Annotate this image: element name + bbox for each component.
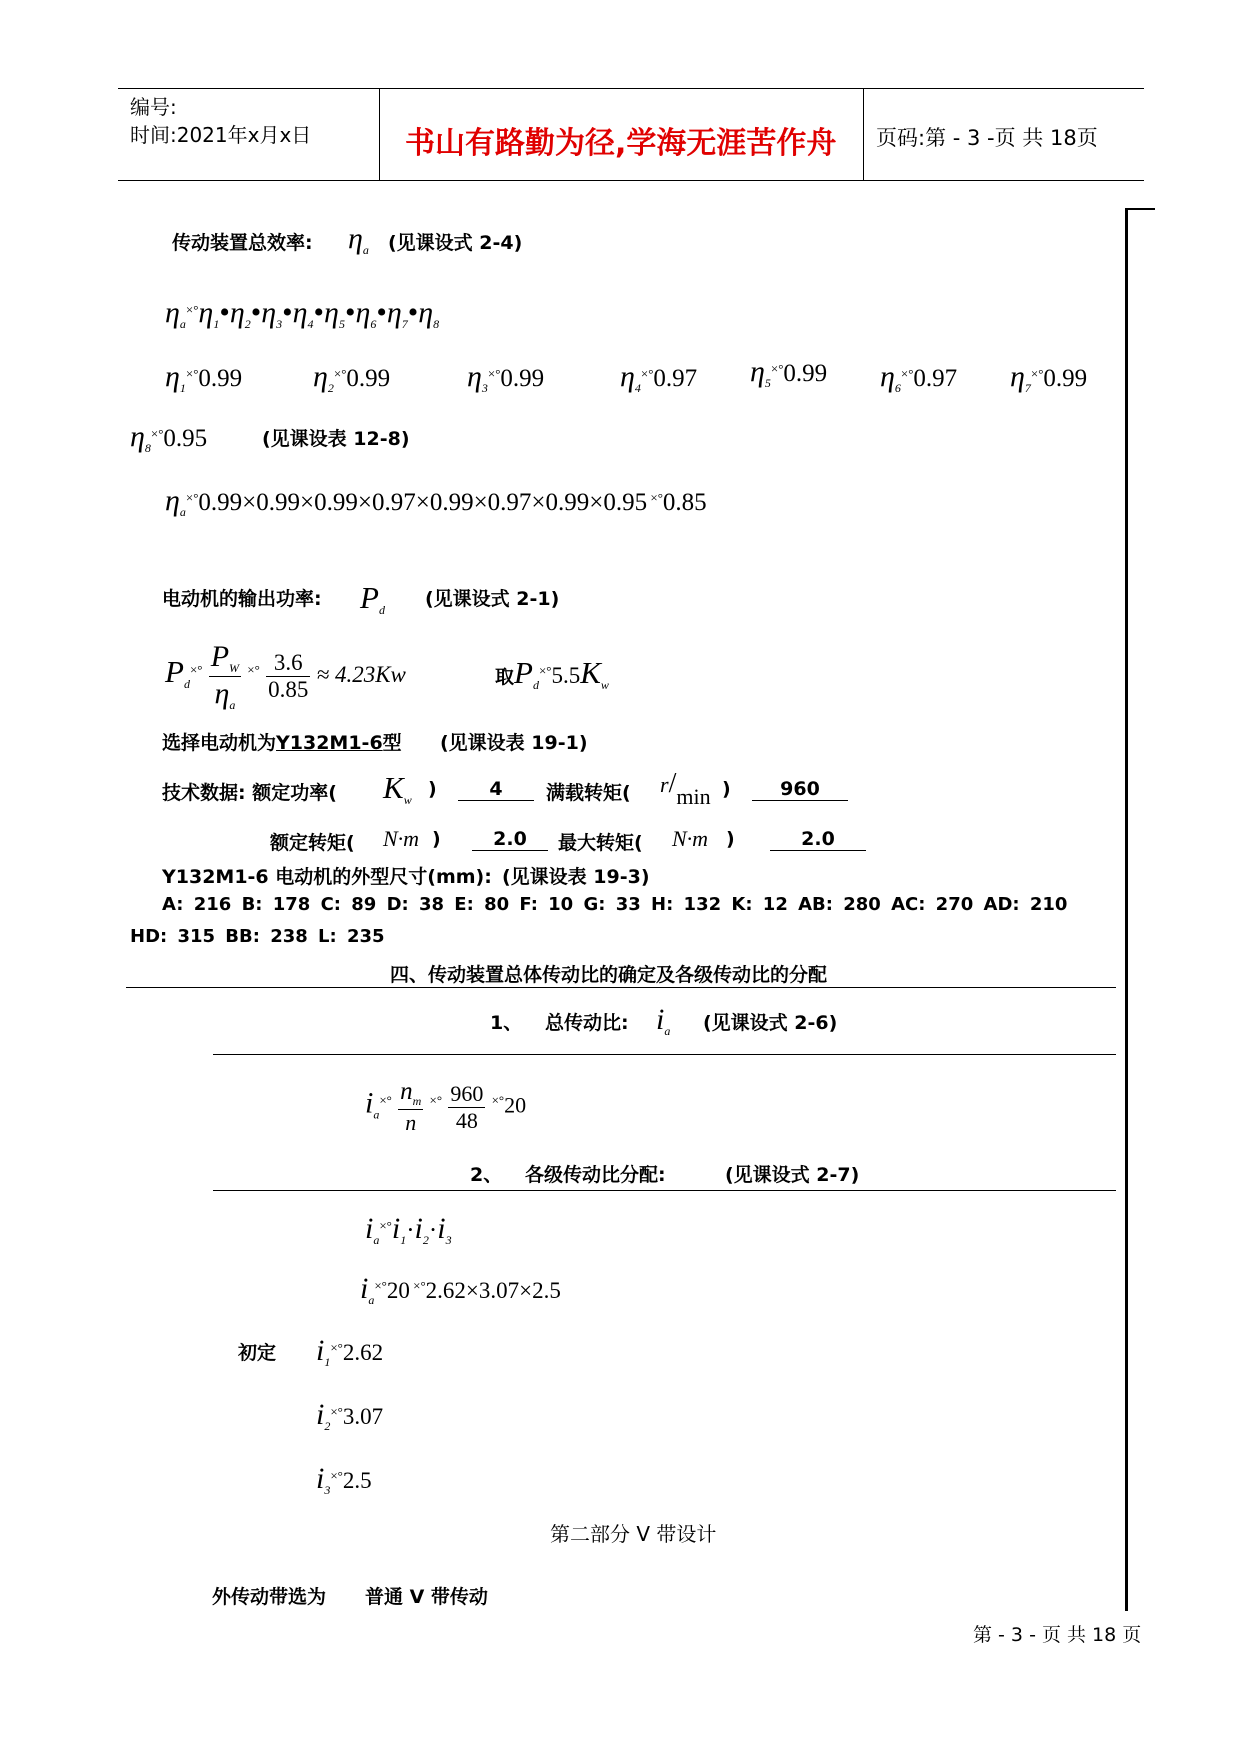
eta7: $\eta_7^{\times^\circ}0.99$ bbox=[1010, 360, 1088, 395]
eta5: $\eta_5^{\times^\circ}0.99$ bbox=[750, 355, 828, 390]
total-ratio-formula: $i_a^{\times^\circ}$ $\frac{n_m}{n}$ ×° $\frac{960}{48}$ ×°20 bbox=[365, 1078, 527, 1135]
dims-ref: (见课设表 19-3) bbox=[502, 866, 650, 888]
s2-ref: (见课设式 2-7) bbox=[725, 1164, 860, 1186]
eta1: $\eta_1^{\times^\circ}0.99$ bbox=[165, 360, 243, 395]
dims-line-1: A: 216 B: 178 C: 89 D: 38 E: 80 F: 10 G: 33 H: 132 K: 12 AB: 280 AC: 270 AD: 210 bbox=[162, 894, 1068, 915]
kw-symbol: $K_w$ bbox=[383, 770, 412, 807]
header-time-label: 时间:2021年x月x日 bbox=[130, 123, 312, 147]
eta3: $\eta_3^{\times^\circ}0.99$ bbox=[467, 360, 545, 395]
eta8: $\eta_8^{\times^\circ}0.95$ bbox=[130, 420, 208, 455]
header-number-label: 编号: bbox=[130, 95, 177, 119]
i1-value: $i_1^{\times^\circ}2.62$ bbox=[316, 1334, 384, 1369]
footer-page: 第 - 3 - 页 共 18 页 bbox=[973, 1624, 1142, 1646]
max-torque-close: ) bbox=[726, 828, 735, 850]
rated-torque-close: ) bbox=[432, 828, 441, 850]
efficiency-product: $\eta_a^{\times^\circ}0.99\times 0.99\times 0.99\times 0.97\times 0.99\times 0.97\times 0.99\times 0.95$ ×°0.85 bbox=[165, 484, 707, 519]
rated-torque-label: 额定转矩( bbox=[270, 832, 355, 854]
part2-title: 第二部分 V 带设计 bbox=[550, 1522, 717, 1546]
s1-number: 1、 bbox=[490, 1012, 523, 1034]
tech-data-label: 技术数据: 额定功率( bbox=[162, 782, 337, 804]
belt-label: 外传动带选为 bbox=[212, 1586, 327, 1608]
efficiency-formula: $\eta_a^{\times^\circ}\eta_1•\eta_2•\eta_3•\eta_4•\eta_5•\eta_6•\eta_7•\eta_8$ bbox=[165, 296, 440, 331]
motor-power-ref: (见课设式 2-1) bbox=[425, 588, 560, 610]
s2-title: 各级传动比分配: bbox=[525, 1164, 666, 1186]
s2-number: 2、 bbox=[470, 1164, 503, 1186]
eta8-ref: (见课设表 12-8) bbox=[262, 428, 410, 450]
motor-power-heading: 电动机的输出功率: bbox=[162, 588, 322, 610]
section-4-title: 四、传动装置总体传动比的确定及各级传动比的分配 bbox=[390, 964, 828, 986]
full-load-value: 960 bbox=[752, 778, 848, 801]
r-per-min-unit: r/min bbox=[660, 768, 711, 809]
dims-line-2: HD: 315 BB: 238 L: 235 bbox=[130, 926, 385, 947]
nm-unit-2: N·m bbox=[672, 826, 709, 851]
ia-symbol: $i_a$ bbox=[656, 1003, 671, 1038]
motor-power-formula: $P_d^{\times^\circ}$ $\frac{P_W}{\eta_a}$ ×° $\frac{3.6}{0.85}$ ≈ 4.23Kw bbox=[165, 640, 406, 712]
ratio-split-formula: $i_a^{\times^\circ}20$ ×°2.62×3.07×2.5 bbox=[360, 1272, 561, 1307]
s1-title: 总传动比: bbox=[545, 1012, 629, 1034]
header-motto: 书山有路勤为径,学海无涯苦作舟 bbox=[405, 126, 837, 161]
motor-select-ref: (见课设表 19-1) bbox=[440, 732, 588, 754]
eta4: $\eta_4^{\times^\circ}0.97$ bbox=[620, 360, 698, 395]
motor-select-line: 选择电动机为Y132M1-6型 bbox=[162, 732, 402, 754]
rated-torque-value: 2.0 bbox=[472, 828, 548, 851]
i3-value: $i_3^{\times^\circ}2.5$ bbox=[316, 1462, 372, 1497]
margin-rule bbox=[1125, 208, 1128, 1611]
max-torque-value: 2.0 bbox=[770, 828, 866, 851]
header-page-label: 页码:第 - 3 -页 共 18页 bbox=[876, 126, 1098, 150]
tech-data-close: ) bbox=[428, 778, 437, 800]
full-load-label: 满载转矩( bbox=[546, 782, 631, 804]
belt-value: 普通 V 带传动 bbox=[365, 1586, 488, 1608]
pd-symbol: $P_d$ bbox=[360, 580, 385, 617]
nm-unit-1: N·m bbox=[383, 826, 420, 851]
efficiency-ref: (见课设式 2-4) bbox=[388, 232, 523, 254]
eta-a-symbol: $\eta_a$ bbox=[348, 222, 369, 257]
initial-label: 初定 bbox=[238, 1342, 277, 1364]
i2-value: $i_2^{\times^\circ}3.07$ bbox=[316, 1398, 384, 1433]
s1-ref: (见课设式 2-6) bbox=[703, 1012, 838, 1034]
efficiency-heading: 传动装置总效率: bbox=[172, 232, 313, 254]
max-torque-label: 最大转矩( bbox=[558, 832, 643, 854]
ratio-product-formula: $i_a^{\times^\circ}i_1\cdot i_2\cdot i_3$ bbox=[365, 1212, 452, 1247]
full-load-close: ) bbox=[722, 778, 731, 800]
rated-power-value: 4 bbox=[458, 778, 534, 801]
eta2: $\eta_2^{\times^\circ}0.99$ bbox=[313, 360, 391, 395]
eta6: $\eta_6^{\times^\circ}0.97$ bbox=[880, 360, 958, 395]
dims-heading: Y132M1-6 电动机的外型尺寸(mm): bbox=[162, 866, 492, 888]
motor-power-take: 取$P_d^{\times^\circ}5.5K_w$ bbox=[495, 655, 609, 692]
